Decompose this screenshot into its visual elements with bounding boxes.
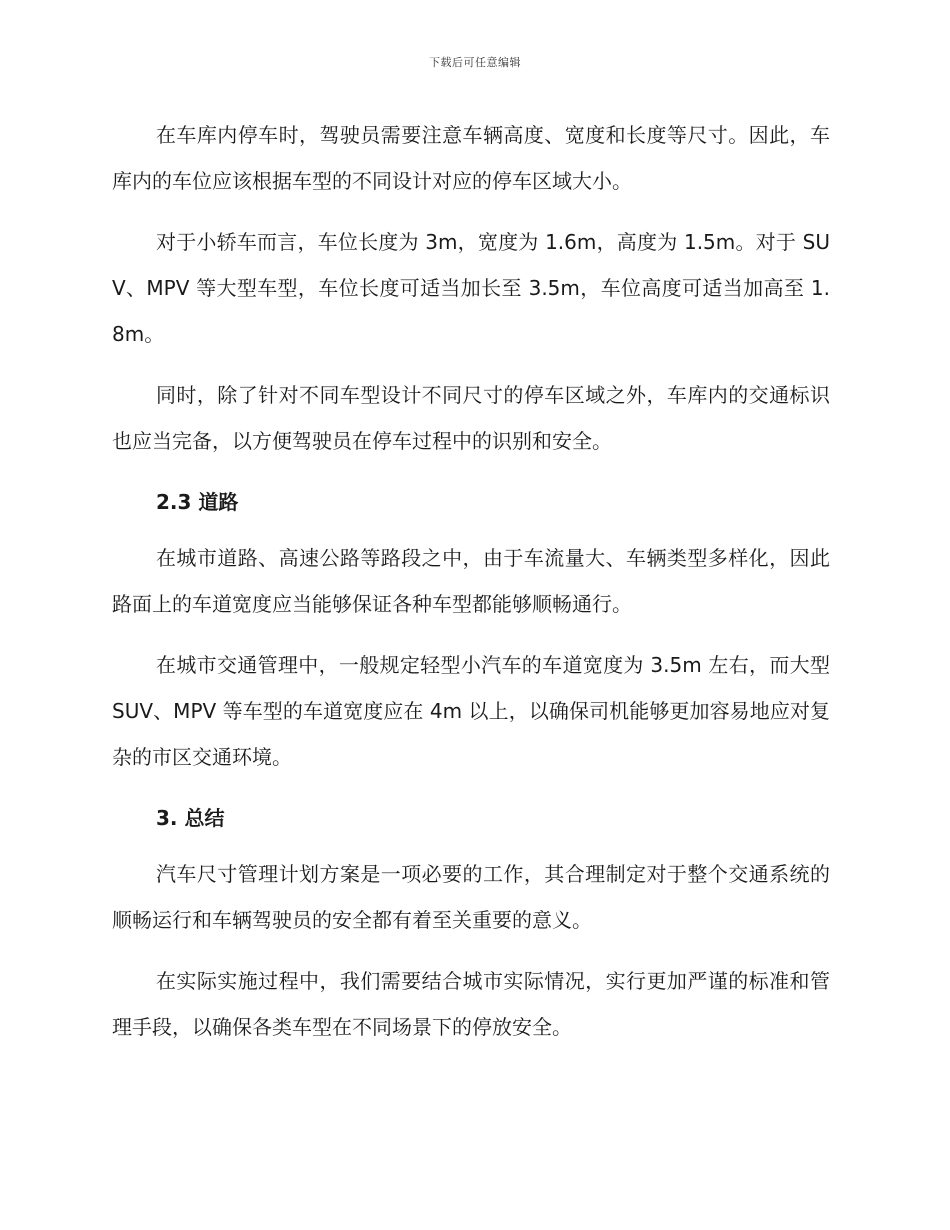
paragraph-garage-dimensions: 在车库内停车时，驾驶员需要注意车辆高度、宽度和长度等尺寸。因此，车库内的车位应该根据车型的不同设计对应的停车区域大小。 xyxy=(112,123,830,193)
paragraph-space-sizes: 对于小轿车而言，车位长度为 3m，宽度为 1.6m，高度为 1.5m。对于 SUV、MPV 等大型车型，车位长度可适当加长至 3.5m，车位高度可适当加高至 1.8m。 xyxy=(112,230,830,346)
paragraph-summary-implementation: 在实际实施过程中，我们需要结合城市实际情况，实行更加严谨的标准和管理手段，以确保各类车型在不同场景下的停放安全。 xyxy=(112,969,830,1039)
paragraph-road-lanes: 在城市道路、高速公路等路段之中，由于车流量大、车辆类型多样化，因此路面上的车道宽度应当能够保证各种车型都能够顺畅通行。 xyxy=(112,546,830,616)
paragraph-traffic-signs: 同时，除了针对不同车型设计不同尺寸的停车区域之外，车库内的交通标识也应当完备，以方便驾驶员在停车过程中的识别和安全。 xyxy=(112,383,830,453)
paragraph-summary-importance: 汽车尺寸管理计划方案是一项必要的工作，其合理制定对于整个交通系统的顺畅运行和车辆驾驶员的安全都有着至关重要的意义。 xyxy=(112,862,830,932)
document-body xyxy=(112,112,830,1065)
header-note: 下载后可任意编辑 xyxy=(429,56,521,69)
paragraph-lane-widths: 在城市交通管理中，一般规定轻型小汽车的车道宽度为 3.5m 左右，而大型 SUV、MPV 等车型的车道宽度应在 4m 以上，以确保司机能够更加容易地应对复杂的市区交通环境。 xyxy=(112,653,830,769)
section-heading-roads: 2.3 道路 xyxy=(156,490,239,514)
section-heading-summary: 3. 总结 xyxy=(156,806,225,830)
